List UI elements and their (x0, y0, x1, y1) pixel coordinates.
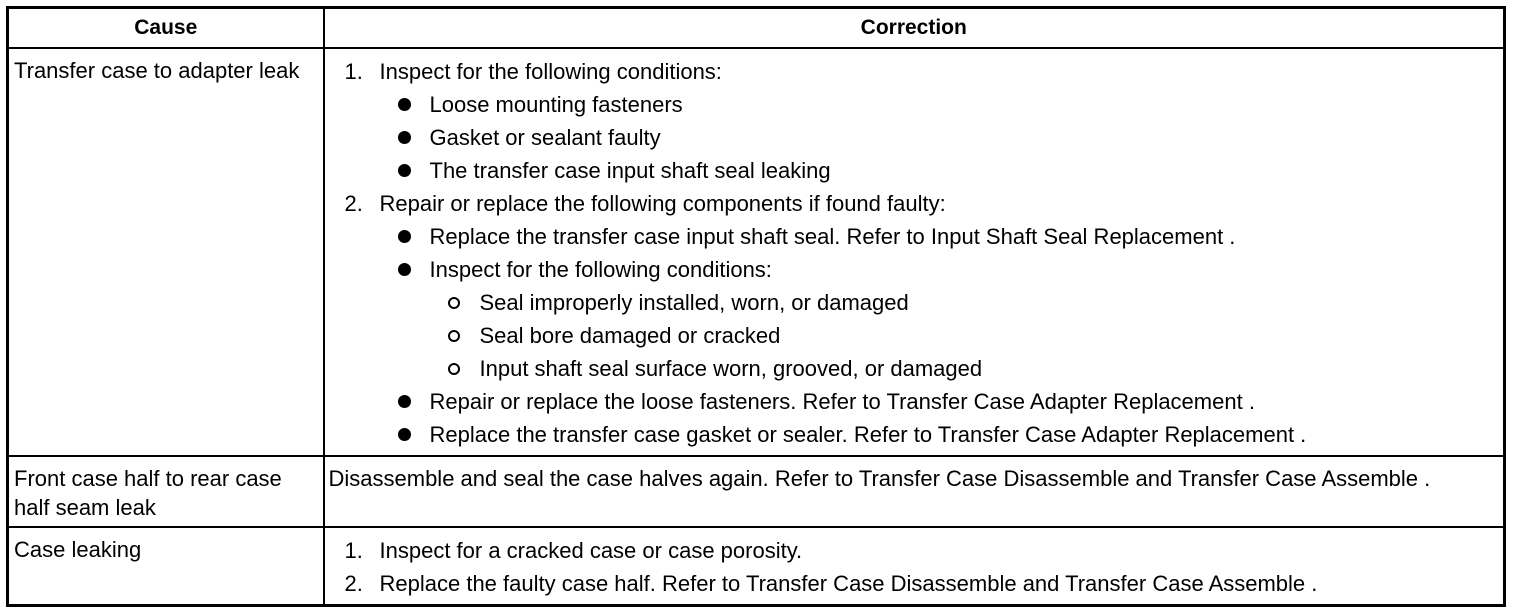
bullet-icon (398, 230, 411, 243)
correction-cell: Disassemble and seal the case halves again. Refer to Transfer Case Disassemble and Transfer Case Assemble . (324, 456, 1505, 527)
step-number: 1. (344, 59, 363, 84)
circle-bullet-icon (448, 297, 460, 309)
bullet-item: Loose mounting fasteners (329, 88, 1500, 121)
step-number: 2. (344, 571, 363, 596)
step-item (329, 567, 1500, 600)
bullet-item: Repair or replace the loose fasteners. Refer to Transfer Case Adapter Replacement . (329, 385, 1500, 418)
bullet-icon (398, 428, 411, 441)
step-item (329, 534, 1500, 567)
diagnostic-table (6, 6, 1506, 607)
bullet-item: Replace the transfer case gasket or sealer. Refer to Transfer Case Adapter Replacement . (329, 418, 1500, 451)
bullet-item: Inspect for the following conditions: Seal improperly installed, worn, or damaged Seal bore damaged or cracked Input shaft seal surface worn, grooved, or damaged (329, 253, 1500, 385)
sub-bullet-item: Seal improperly installed, worn, or damaged (329, 286, 1500, 319)
step-text: Inspect for a cracked case or case porosity. (379, 538, 803, 563)
header-correction: Correction (324, 8, 1505, 49)
bullet-icon (398, 395, 411, 408)
bullet-list (380, 88, 1500, 187)
bullet-icon (398, 98, 411, 111)
step-text: Inspect for the following conditions: (379, 59, 722, 84)
cause-cell: Transfer case to adapter leak (8, 48, 324, 456)
header-cause: Cause (8, 8, 324, 49)
bullet-icon (398, 131, 411, 144)
bullet-list (380, 220, 1500, 451)
bullet-item: Gasket or sealant faulty (329, 121, 1500, 154)
table-row (8, 48, 1505, 456)
step-number: 2. (344, 191, 363, 216)
cause-cell: Front case half to rear case half seam leak (8, 456, 324, 527)
correction-cell (324, 527, 1505, 606)
correction-cell (324, 48, 1505, 456)
table-row (8, 527, 1505, 606)
step-list (329, 534, 1500, 600)
table-header-row (8, 8, 1505, 49)
step-item (329, 55, 1500, 187)
sub-bullet-list (430, 286, 1500, 385)
step-number: 1. (344, 538, 363, 563)
step-list (329, 55, 1500, 451)
bullet-icon (398, 263, 411, 276)
bullet-item: The transfer case input shaft seal leaking (329, 154, 1500, 187)
sub-bullet-item: Seal bore damaged or cracked (329, 319, 1500, 352)
circle-bullet-icon (448, 363, 460, 375)
step-text: Replace the faulty case half. Refer to Transfer Case Disassemble and Transfer Case Assemble . (379, 571, 1318, 596)
sub-bullet-item: Input shaft seal surface worn, grooved, or damaged (329, 352, 1500, 385)
bullet-icon (398, 164, 411, 177)
table-row (8, 456, 1505, 527)
step-text: Repair or replace the following components if found faulty: (379, 191, 946, 216)
step-item (329, 187, 1500, 451)
circle-bullet-icon (448, 330, 460, 342)
bullet-item: Replace the transfer case input shaft seal. Refer to Input Shaft Seal Replacement . (329, 220, 1500, 253)
cause-cell: Case leaking (8, 527, 324, 606)
